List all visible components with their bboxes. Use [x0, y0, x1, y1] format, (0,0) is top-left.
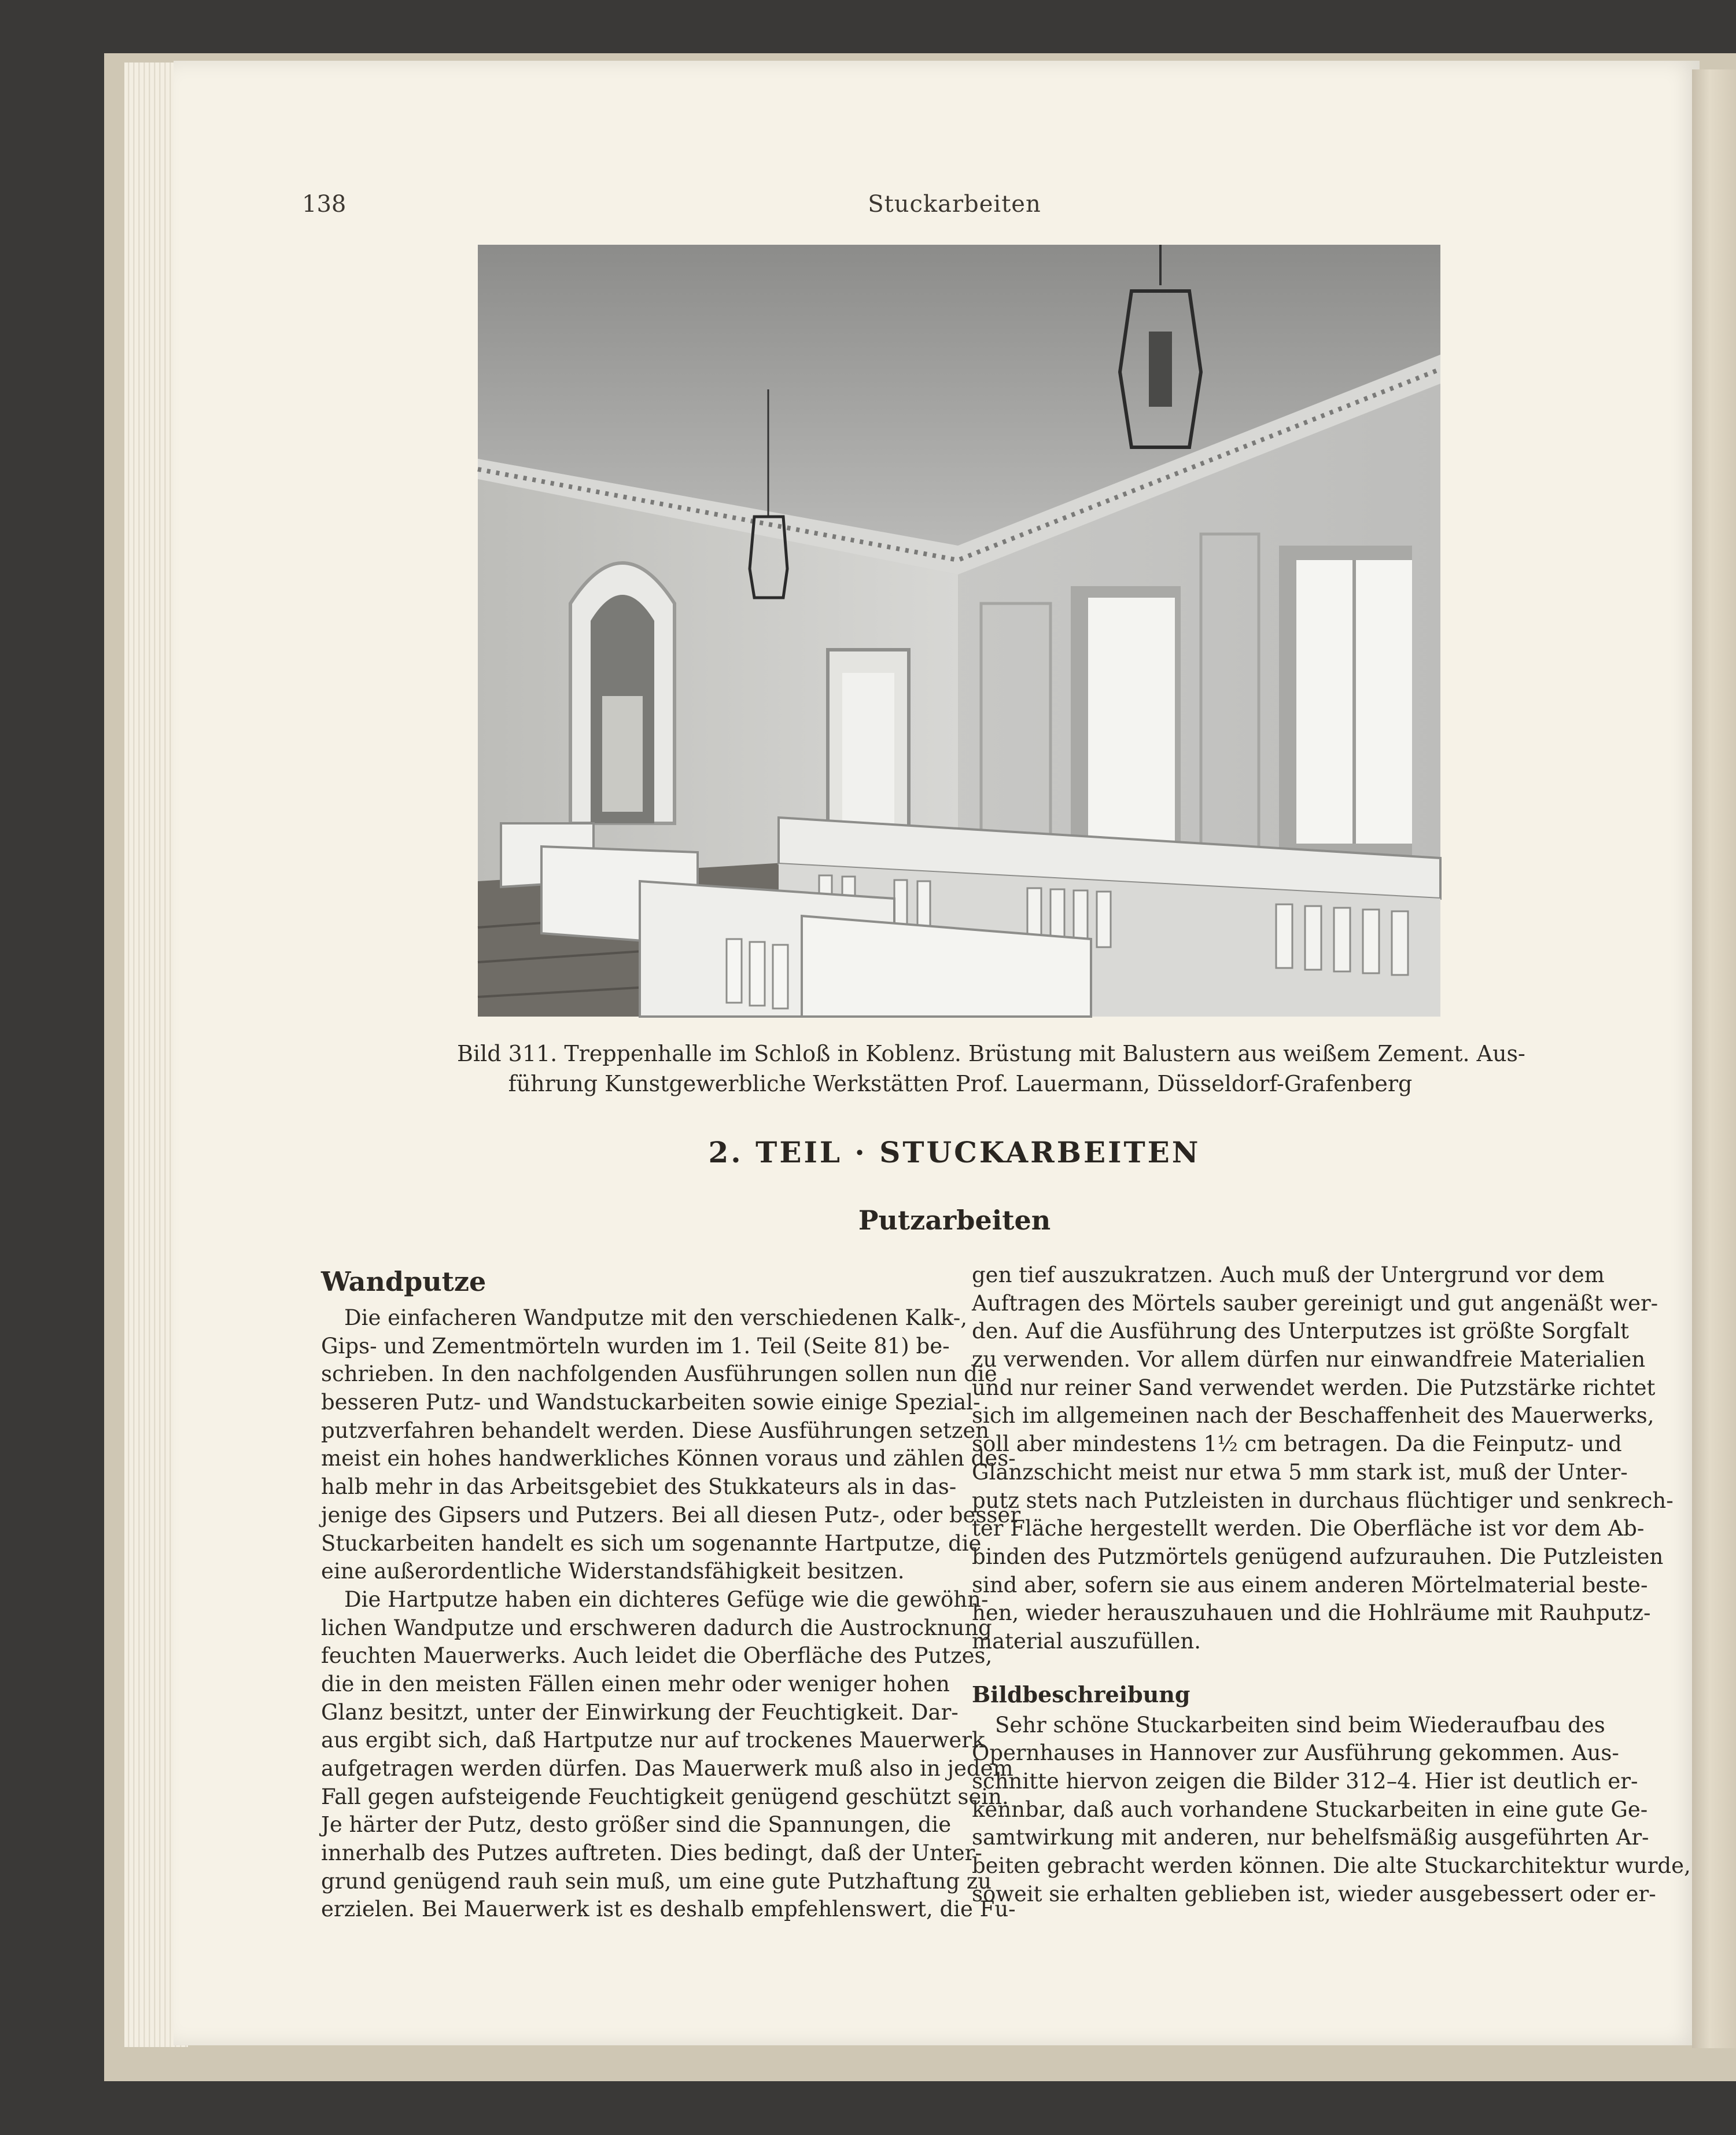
text-line: hen, wieder herauszuhauen und die Hohlräume mit Rauhputz- — [972, 1600, 1651, 1626]
text-line: gen tief auszukratzen. Auch muß der Untergrund vor dem — [972, 1262, 1605, 1287]
part-title: 2. TEIL · STUCKARBEITEN — [708, 1135, 1201, 1169]
right-column — [972, 1261, 1691, 1908]
figure-staircase-hall-photo — [478, 245, 1440, 1017]
text-line: Auftragen des Mörtels sauber gereinigt und gut angenäßt wer- — [972, 1290, 1658, 1316]
text-line: sind aber, sofern sie aus einem anderen Mörtelmaterial beste- — [972, 1572, 1648, 1597]
text-line: grund genügend rauh sein muß, um eine gute Putzhaftung zu — [321, 1868, 992, 1894]
text-line: und nur reiner Sand verwendet werden. Die Putzstärke richtet — [972, 1375, 1656, 1400]
text-line: Glanz besitzt, unter der Einwirkung der Feuchtigkeit. Dar- — [321, 1699, 959, 1725]
text-line: ter Fläche hergestellt werden. Die Oberfläche ist vor dem Ab- — [972, 1516, 1645, 1541]
text-line: feuchten Mauerwerks. Auch leidet die Oberfläche des Putzes, — [321, 1643, 993, 1669]
text-line: samtwirkung mit anderen, nur behelfsmäßig ausgeführten Ar- — [972, 1825, 1649, 1850]
text-line: eine außerordentliche Widerstandsfähigkeit besitzen. — [321, 1559, 905, 1584]
text-line: den. Auf die Ausführung des Unterputzes ist größte Sorgfalt — [972, 1319, 1629, 1344]
text-line: die in den meisten Fällen einen mehr oder weniger hohen — [321, 1671, 950, 1696]
running-title: Stuckarbeiten — [868, 191, 1041, 218]
text-line: jenige des Gipsers und Putzers. Bei all diesen Putz-, oder besser — [321, 1502, 1021, 1527]
text-line: meist ein hohes handwerkliches Können voraus und zählen des- — [321, 1446, 1016, 1471]
text-line: soweit sie erhalten geblieben ist, wieder ausgebessert oder er- — [972, 1881, 1656, 1906]
text-line: Sehr schöne Stuckarbeiten sind beim Wiederaufbau des — [995, 1712, 1605, 1738]
text-line: halb mehr in das Arbeitsgebiet des Stukkateurs als in das- — [321, 1474, 957, 1500]
text-line: kennbar, daß auch vorhandene Stuckarbeiten in eine gute Ge- — [972, 1797, 1648, 1822]
text-line: schrieben. In den nachfolgenden Ausführungen sollen nun die — [321, 1361, 997, 1387]
gutter-next-page — [1692, 69, 1736, 2048]
caption-line: führung Kunstgewerbliche Werkstätten Prof. Lauermann, Düsseldorf-Grafenberg — [508, 1071, 1413, 1096]
text-line: Gips- und Zementmörteln wurden im 1. Teil (Seite 81) be- — [321, 1333, 950, 1359]
text-line: lichen Wandputze und erschweren dadurch die Austrocknung — [321, 1615, 992, 1640]
text-line: Fall gegen aufsteigende Feuchtigkeit genügend geschützt sein. — [321, 1784, 1009, 1809]
text-line: erzielen. Bei Mauerwerk ist es deshalb empfehlenswert, die Fu- — [321, 1897, 1016, 1922]
subsection-heading-wandputze: Wandputze — [321, 1266, 486, 1297]
text-line: Die einfacheren Wandputze mit den verschiedenen Kalk-, — [344, 1305, 967, 1330]
text-line: Stuckarbeiten handelt es sich um sogenannte Hartputze, die — [321, 1530, 982, 1556]
text-line: sich im allgemeinen nach der Beschaffenheit des Mauerwerks, — [972, 1403, 1654, 1429]
text-line: material auszufüllen. — [972, 1628, 1201, 1654]
caption-line: Bild 311. Treppenhalle im Schloß in Koblenz. Brüstung mit Balustern aus weißem Zement. Aus- — [457, 1041, 1525, 1066]
text-line: aus ergibt sich, daß Hartputze nur auf trockenes Mauerwerk — [321, 1728, 985, 1753]
left-column — [321, 1261, 1021, 1924]
text-line: Die Hartputze haben ein dichteres Gefüge wie die gewöhn- — [344, 1586, 989, 1612]
figure-caption — [457, 1039, 1525, 1099]
text-line: beiten gebracht werden können. Die alte Stuckarchitektur wurde, — [972, 1853, 1691, 1879]
text-line: innerhalb des Putzes auftreten. Dies bedingt, daß der Unter- — [321, 1840, 982, 1866]
text-line: binden des Putzmörtels genügend aufzurauhen. Die Putzleisten — [972, 1544, 1664, 1569]
text-line: Glanzschicht meist nur etwa 5 mm stark ist, muß der Unter- — [972, 1459, 1628, 1485]
page-number: 138 — [302, 191, 347, 218]
text-line: aufgetragen werden dürfen. Das Mauerwerk muß also in jedem — [321, 1756, 1013, 1781]
text-line: putzverfahren behandelt werden. Diese Ausführungen setzen — [321, 1418, 990, 1443]
subsection-heading-bildbeschreibung: Bildbeschreibung — [972, 1681, 1190, 1707]
text-line: Opernhauses in Hannover zur Ausführung gekommen. Aus- — [972, 1740, 1619, 1766]
text-line: schnitte hiervon zeigen die Bilder 312–4. Hier ist deutlich er- — [972, 1769, 1638, 1794]
text-line: putz stets nach Putzleisten in durchaus flüchtiger und senkrech- — [972, 1488, 1674, 1513]
text-line: Je härter der Putz, desto größer sind die Spannungen, die — [321, 1812, 952, 1838]
text-line: besseren Putz- und Wandstuckarbeiten sowie einige Spezial- — [321, 1390, 981, 1415]
text-line: zu verwenden. Vor allem dürfen nur einwandfreie Materialien — [972, 1347, 1646, 1372]
section-title: Putzarbeiten — [858, 1205, 1051, 1236]
text-line: soll aber mindestens 1½ cm betragen. Da die Feinputz- und — [972, 1431, 1622, 1457]
